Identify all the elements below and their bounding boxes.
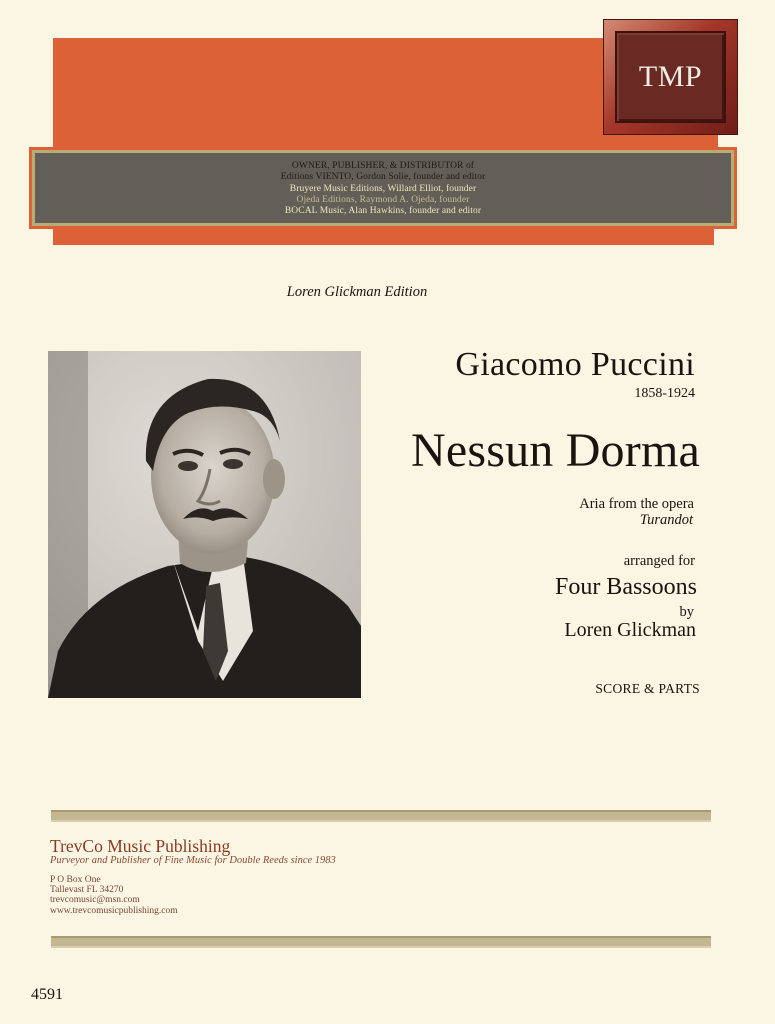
piece-title: Nessun Dorma (410, 424, 700, 477)
address-line: P O Box One (50, 875, 101, 885)
contents-label: SCORE & PARTS (595, 681, 700, 696)
footer-rule-bottom (51, 936, 711, 948)
distributor-line: Bruyere Music Editions, Willard Elliot, founder (289, 183, 477, 194)
distributor-panel-inner (32, 150, 734, 226)
edition-label: Loren Glickman Edition (286, 284, 428, 300)
composer-dates: 1858-1924 (634, 386, 695, 401)
address-line: Tallevast FL 34270 (50, 885, 124, 896)
distributor-panel (29, 147, 737, 229)
catalog-number: 4591 (31, 986, 63, 1003)
portrait-illustration (48, 351, 361, 698)
address-website: www.trevcomusicpublishing.com (50, 905, 178, 916)
instrumentation: Four Bassoons (554, 574, 697, 600)
distributor-line: Editions VIENTO, Gordon Solie, founder and editor (280, 172, 486, 183)
publisher-address (50, 875, 178, 916)
distributor-line: OWNER, PUBLISHER, & DISTRIBUTOR of (291, 161, 475, 171)
composer-portrait (48, 351, 361, 698)
publisher-tagline: Purveyor and Publisher of Fine Music for Double Reeds since 1983 (50, 855, 336, 866)
arranged-for-label: arranged for (623, 553, 695, 569)
composer-name: Giacomo Puccini (455, 346, 695, 383)
arranger-name: Loren Glickman (564, 619, 696, 641)
aria-subtitle: Aria from the opera (579, 496, 694, 512)
tmp-logo (603, 19, 738, 135)
opera-title: Turandot (639, 512, 693, 528)
publisher-name: TrevCo Music Publishing (50, 836, 231, 856)
tmp-logo-text: TMP (638, 60, 703, 93)
footer-rule-top (51, 810, 711, 822)
distributor-line: BOCAL Music, Alan Hawkins, founder and editor (284, 206, 482, 217)
by-label: by (679, 604, 694, 620)
tmp-logo-plate (615, 31, 726, 123)
address-email: trevcomusic@msn.com (50, 895, 140, 906)
distributor-line: Ojeda Editions, Raymond A. Ojeda, founder (296, 194, 470, 205)
